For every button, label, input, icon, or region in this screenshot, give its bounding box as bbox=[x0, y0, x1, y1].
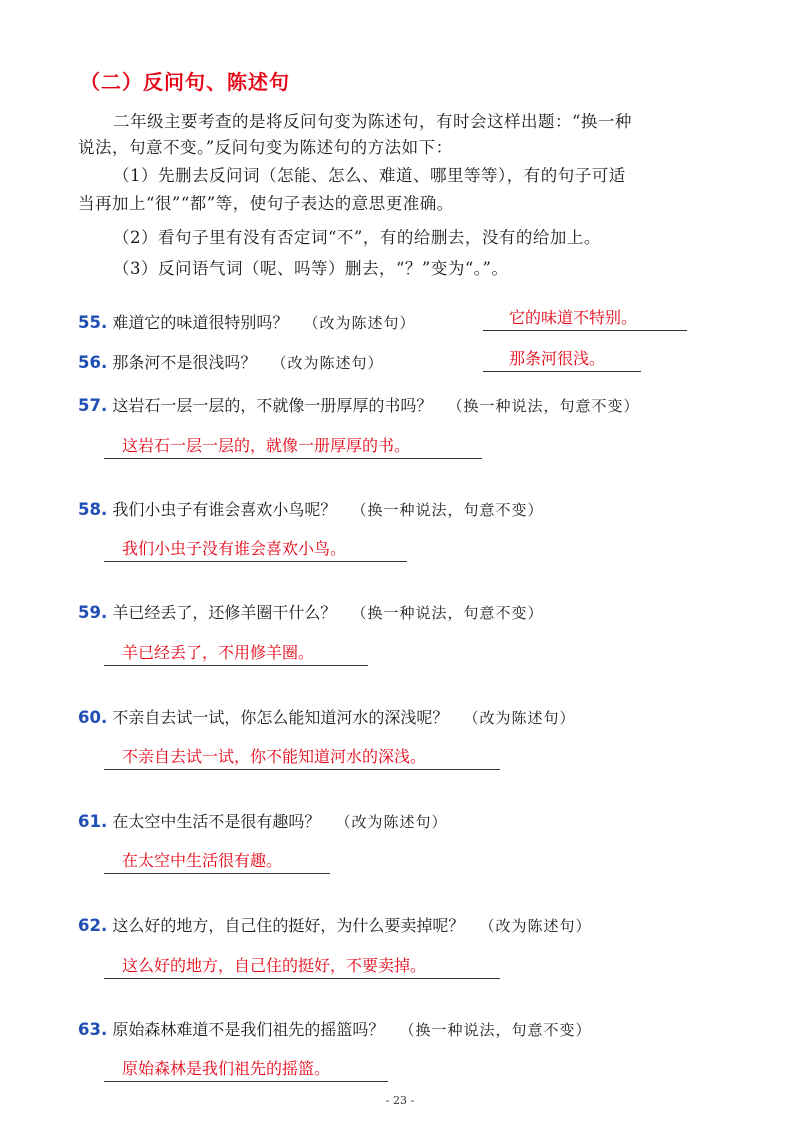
question-number: 60. bbox=[78, 708, 108, 727]
question-number: 55. bbox=[78, 313, 108, 332]
question-instruction: （换一种说法，句意不变） bbox=[399, 1021, 592, 1039]
question-number: 56. bbox=[78, 353, 108, 372]
question-text: 这么好的地方，自己住的挺好，为什么要卖掉呢？ bbox=[112, 916, 465, 935]
answer-60: 不亲自去试一试，你不能知道河水的深浅。 bbox=[104, 746, 500, 770]
answer-56: 那条河很浅。 bbox=[483, 348, 641, 372]
question-instruction: （改为陈述句） bbox=[335, 813, 448, 831]
question-text: 原始森林难道不是我们祖先的摇篮吗？ bbox=[112, 1020, 385, 1039]
question-60 bbox=[78, 705, 575, 728]
answer-61: 在太空中生活很有趣。 bbox=[104, 850, 330, 874]
answer-62: 这么好的地方，自己住的挺好，不要卖掉。 bbox=[104, 955, 500, 979]
question-number: 58. bbox=[78, 500, 108, 519]
question-instruction: （改为陈述句） bbox=[479, 917, 592, 935]
question-instruction: （换一种说法，句意不变） bbox=[447, 397, 640, 415]
rule-1b: 当再加上“很”“都”等，使句子表达的意思更准确。 bbox=[78, 194, 454, 213]
answer-57: 这岩石一层一层的，就像一册厚厚的书。 bbox=[104, 435, 482, 459]
question-text: 难道它的味道很特别吗？ bbox=[112, 313, 289, 332]
intro-line-2: 说法，句意不变。”反问句变为陈述句的方法如下： bbox=[78, 138, 453, 157]
question-instruction: （改为陈述句） bbox=[463, 709, 576, 727]
answer-63: 原始森林是我们祖先的摇篮。 bbox=[104, 1058, 388, 1082]
question-59 bbox=[78, 600, 543, 623]
question-instruction: （改为陈述句） bbox=[303, 314, 416, 332]
question-number: 61. bbox=[78, 812, 108, 831]
question-number: 59. bbox=[78, 603, 108, 622]
answer-59: 羊已经丢了，不用修羊圈。 bbox=[104, 642, 368, 666]
intro-line-1: 二年级主要考查的是将反问句变为陈述句，有时会这样出题：“换一种 bbox=[113, 112, 632, 131]
question-63 bbox=[78, 1017, 591, 1040]
rule-3: （3）反问语气词（呢、吗等）删去，“？”变为“。”。 bbox=[113, 259, 509, 278]
question-56 bbox=[78, 350, 383, 373]
question-text: 不亲自去试一试，你怎么能知道河水的深浅呢？ bbox=[112, 708, 449, 727]
question-text: 在太空中生活不是很有趣吗？ bbox=[112, 812, 321, 831]
question-instruction: （换一种说法，句意不变） bbox=[351, 501, 544, 519]
question-text: 这岩石一层一层的，不就像一册厚厚的书吗？ bbox=[112, 396, 433, 415]
question-number: 63. bbox=[78, 1020, 108, 1039]
question-62 bbox=[78, 913, 591, 936]
question-61 bbox=[78, 809, 447, 832]
question-text: 那条河不是很浅吗？ bbox=[112, 353, 257, 372]
question-instruction: （改为陈述句） bbox=[271, 354, 384, 372]
question-58 bbox=[78, 497, 543, 520]
question-instruction: （换一种说法，句意不变） bbox=[351, 604, 544, 622]
question-text: 羊已经丢了，还修羊圈干什么？ bbox=[112, 603, 337, 622]
page-number: - 23 - bbox=[385, 1094, 415, 1107]
answer-58: 我们小虫子没有谁会喜欢小鸟。 bbox=[104, 538, 407, 562]
rule-1a: （1）先删去反问词（怎能、怎么、难道、哪里等等），有的句子可适 bbox=[113, 166, 626, 185]
rule-2: （2）看句子里有没有否定词“不”，有的给删去，没有的给加上。 bbox=[113, 228, 601, 247]
section-title: （二）反问句、陈述句 bbox=[80, 70, 290, 94]
answer-55: 它的味道不特别。 bbox=[483, 307, 687, 331]
question-57 bbox=[78, 393, 639, 416]
question-55 bbox=[78, 310, 415, 333]
question-number: 62. bbox=[78, 916, 108, 935]
question-text: 我们小虫子有谁会喜欢小鸟呢？ bbox=[112, 500, 337, 519]
question-number: 57. bbox=[78, 396, 108, 415]
